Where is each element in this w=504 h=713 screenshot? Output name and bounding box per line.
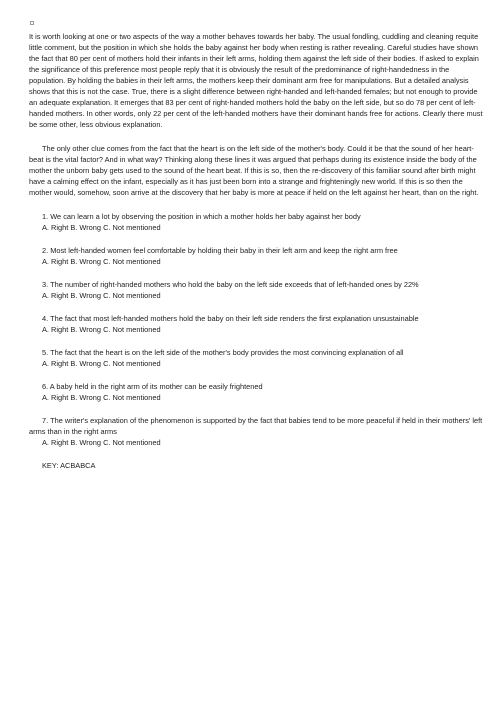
answer-options: A. Right B. Wrong C. Not mentioned — [42, 359, 161, 368]
question-text: 5. The fact that the heart is on the left side of the mother's body provides the most convincing explanation of all — [42, 348, 404, 357]
question-6 — [29, 381, 487, 403]
document-body — [29, 31, 487, 471]
answer-options: A. Right B. Wrong C. Not mentioned — [42, 438, 161, 447]
question-5 — [29, 347, 487, 369]
answer-key: KEY: ACBABCA — [42, 461, 96, 470]
question-text: 2. Most left-handed women feel comfortable by holding their baby in their left arm and keep the right arm free — [42, 246, 398, 255]
page-marker-icon — [30, 21, 34, 25]
question-4 — [29, 313, 487, 335]
passage-paragraph-1: It is worth looking at one or two aspects of the way a mother behaves towards her baby. The usual fondling, cuddling and cleaning requite little comment, but the position in which she holds the baby against her body when resting is rather revealing. Careful studies have shown the fact that 80 per cent of mothers hold their infants in their left arms, holding them against the left side of their bodies. If asked to explain the significance of this preference most people reply that it is obviously the result of the predominance of right-handedness in the population. By holding the babies in their left arms, the mothers keep their dominant arm free for manipulations. But a detailed analysis shows that this is not the case. True, there is a slight difference between right-handed and left-handed females; but not enough to provide an adequate explanation. It emerges that 83 per cent of right-handed mothers hold the baby on the left side, but so do 78 per cent of left-handed mothers. In other words, only 22 per cent of the left-handed mothers have their dominant hands free for actions. Clearly there must be some other, less obvious explanation. — [29, 32, 483, 129]
question-list — [29, 211, 487, 448]
answer-options: A. Right B. Wrong C. Not mentioned — [42, 291, 161, 300]
question-3 — [29, 279, 487, 301]
question-2 — [29, 245, 487, 267]
passage-paragraph-2: The only other clue comes from the fact that the heart is on the left side of the mother's body. Could it be that the sound of her heart-beat is the vital factor? And in what way? Thinking along these lines it was argued that perhaps during its existence inside the body of the mother the unborn baby gets used to the sound of the heart beat. If this is so, then the re-discovery of this familiar sound after birth might have a calming effect on the infant, especially as it has just been born into a strange and frighteningly new world. If this is so then the mother would, somehow, soon arrive at the discovery that her baby is more at peace if held on the left against her heart, than on the right. — [29, 144, 479, 197]
question-text: 6. A baby held in the right arm of its mother can be easily frightened — [42, 382, 263, 391]
question-1 — [29, 211, 487, 233]
answer-options: A. Right B. Wrong C. Not mentioned — [42, 257, 161, 266]
answer-options: A. Right B. Wrong C. Not mentioned — [42, 325, 161, 334]
question-text: 1. We can learn a lot by observing the position in which a mother holds her baby against her body — [42, 212, 361, 221]
answer-options: A. Right B. Wrong C. Not mentioned — [42, 223, 161, 232]
question-text: 4. The fact that most left-handed mothers hold the baby on their left side renders the first explanation unsustainable — [42, 314, 419, 323]
question-text: 3. The number of right-handed mothers who hold the baby on the left side exceeds that of left-handed ones by 22% — [42, 280, 419, 289]
question-text: 7. The writer's explanation of the phenomenon is supported by the fact that babies tend to be more peaceful if held in their mothers' left arms than in the right arms — [29, 416, 483, 436]
answer-options: A. Right B. Wrong C. Not mentioned — [42, 393, 161, 402]
question-7 — [29, 415, 487, 448]
